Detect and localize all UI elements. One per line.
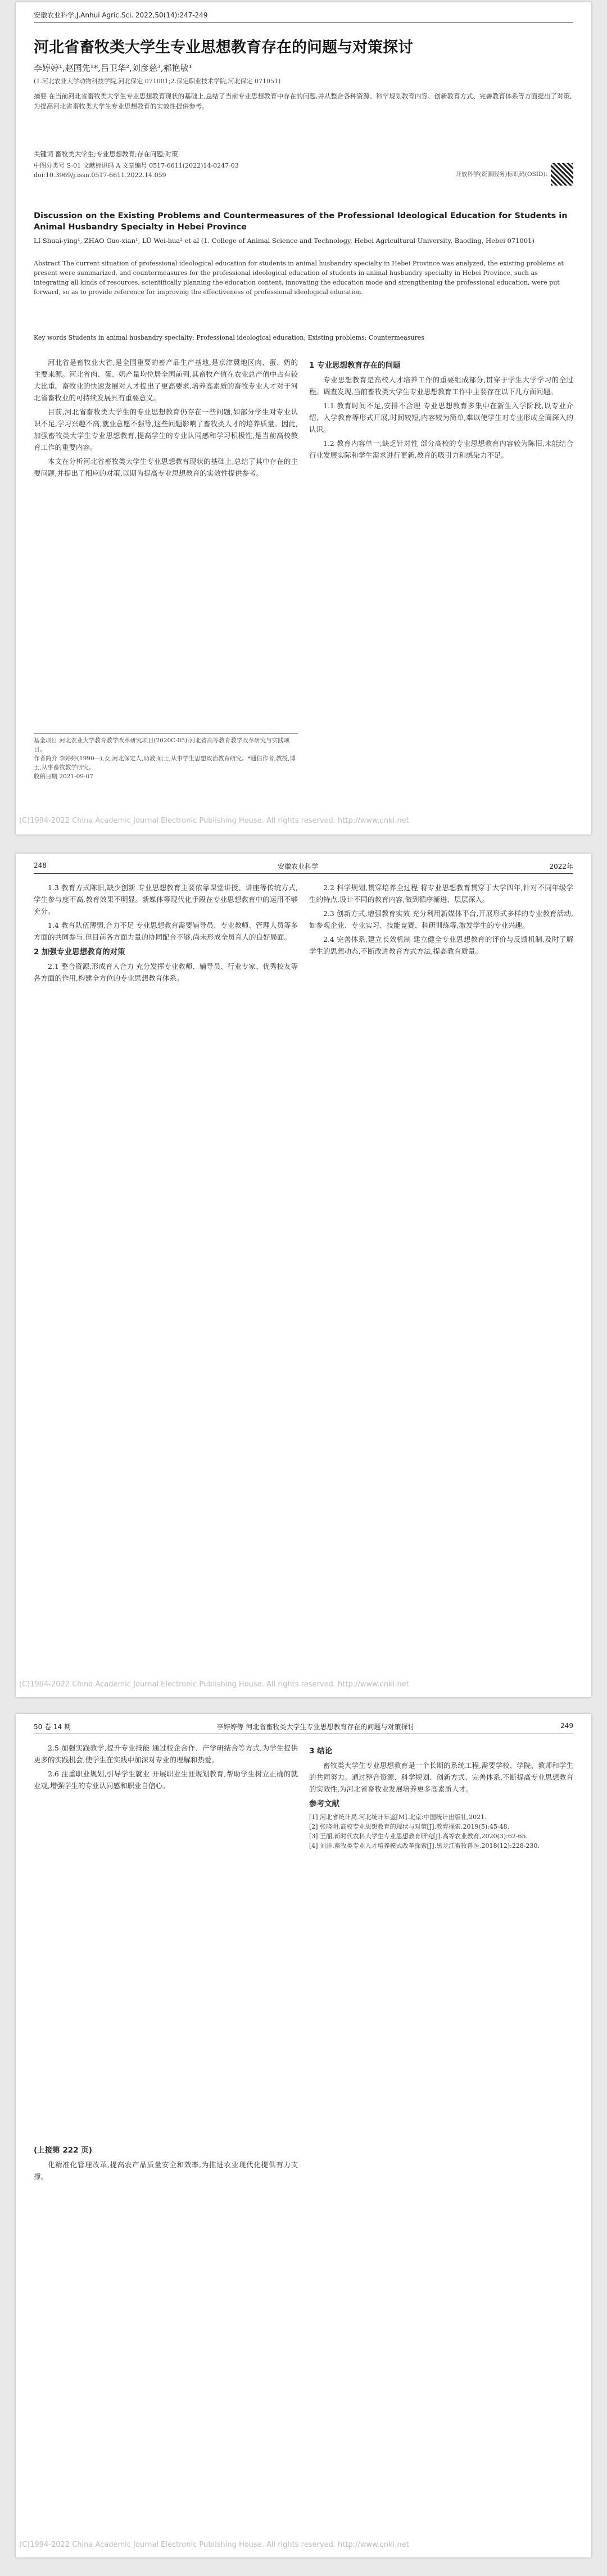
author-list: 李婷婷¹,赵国先¹*,吕卫华²,刘彦慈³,郝艳敏¹ [34, 63, 192, 73]
keywords-cn: 关键词 畜牧类大学生;专业思想教育;存在问题;对策 [34, 150, 178, 158]
running-header [34, 1722, 573, 1734]
oa-label: 开放科学(资源服务)标识码(OSID): [455, 171, 547, 178]
paragraph: 1.2 教育内容单一,缺乏针对性 部分高校的专业思想教育内容较为陈旧,未能结合行业发展实际和学生需求进行更新,教育的吸引力和感染力不足。 [309, 439, 573, 459]
qr-code-icon [551, 163, 573, 186]
oa-identifier [455, 163, 573, 186]
article-page-2 [16, 854, 591, 1697]
section-heading: 2 加强专业思想教育的对策 [34, 948, 125, 957]
body-column-right [309, 882, 573, 959]
paragraph: 1.4 教育队伍薄弱,合力不足 专业思想教育需要辅导员、专业教师、管理人员等多方面的共同参与,但目前各方面力量的协同配合不够,尚未形成全员育人的良好局面。 [34, 921, 298, 941]
reference-list: [1] 河北省统计局.河北统计年鉴[M].北京:中国统计出版社,2021. [2] 张晓明.高校专业思想教育的现状与对策[J].教育探索,2019(5):45-48. [3] 王丽.新时代农科大学生专业思想教育研究[J].高等农业教育,2020(3):62-65. [4] 刘洋.畜牧类专业人才培养模式改革探索[J].黑龙江畜牧兽医,2018(12):228-230. [309, 1813, 540, 1849]
running-header [34, 861, 573, 874]
paragraph: 1.1 教育时间不足,安排不合理 专业思想教育多集中在新生入学阶段,以专业介绍、入学教育等形式开展,时间较短,内容较为简单,难以使学生对专业形成全面深入的认识。 [309, 401, 573, 434]
paragraph: 河北省是畜牧业大省,是全国重要的畜产品生产基地,是京津冀地区肉、蛋、奶的主要来源。河北省肉、蛋、奶产量均位居全国前列,其畜牧产值在农业总产值中占有较大比重。畜牧业的快速发展对人才提出了更高要求,培养高素质的畜牧专业人才对于河北省畜牧业的可持续发展具有重要意义。 [34, 358, 298, 402]
classification-info [34, 161, 239, 180]
abstract-cn: 摘要 在当前河北省畜牧类大学生专业思想教育现状的基础上,总结了当前专业思想教育中存在的问题,并从整合各种资源、科学规划教育内容、创新教育方式、完善教育体系等方面提出了对策,为提高河北省畜牧类大学生专业思想教育的实效性提供参考。 [34, 92, 572, 110]
paragraph: 2.2 科学规划,贯穿培养全过程 将专业思想教育贯穿于大学四年,针对不同年级学生的特点,设计不同的教育内容,做到循序渐进、层层深入。 [309, 883, 573, 904]
page-number: 249 [560, 1722, 573, 1730]
references-heading: 参考文献 [309, 1799, 339, 1808]
footnote: 基金项目 河北农业大学教育教学改革研究项目(2020C-05);河北省高等教育教学改革研究与实践项目。 作者简介 李婷婷(1990—),女,河北保定人,助教,硕士,从事学生思想政治教育研究。*通信作者,教授,博士,从事畜牧教学研究。 收稿日期 2021-09-07 [34, 733, 298, 781]
affiliation: (1.河北农业大学动物科技学院,河北保定 071001;2.保定职业技术学院,河北保定 071051) [34, 78, 281, 85]
paragraph: 畜牧类大学生专业思想教育是一个长期的系统工程,需要学校、学院、教师和学生的共同努力。通过整合资源、科学规划、创新方式、完善体系,不断提高专业思想教育的实效性,为河北省畜牧业发展培养更多高素质人才。 [309, 1761, 573, 1793]
author-list-en: LI Shuai-ying¹, ZHAO Guo-xian¹, LÜ Wei-hua² et al (1. College of Animal Science and Technology, Hebei Agricultural University, Baoding, Hebei 071001) [34, 237, 534, 245]
journal-name: 安徽农业科学 [278, 863, 319, 870]
article-title-en: Discussion on the Existing Problems and Countermeasures of the Professional Ideological Education for Students in Animal Husbandry Specialty in Hebei Province [34, 211, 568, 232]
body-column-right [309, 357, 573, 463]
continued-section [34, 2141, 298, 2185]
year-label: 2022年 [549, 863, 573, 870]
copyright-watermark: (C)1994-2022 China Academic Journal Electronic Publishing House. All rights reserved. http://www.cnki.net [19, 1680, 409, 1689]
doi-line: doi:10.3969/j.issn.0517-6611.2022.14.059 [34, 172, 166, 179]
body-column-left [34, 1742, 298, 1794]
article-title: 河北省畜牧类大学生专业思想教育存在的问题与对策探讨 [34, 39, 413, 56]
paragraph: 2.5 加强实践教学,提升专业技能 通过校企合作、产学研结合等方式,为学生提供更多的实践机会,使学生在实践中加深对专业的理解和热爱。 [34, 1744, 298, 1764]
article-page-1 [16, 2, 591, 834]
abstract-en: Abstract The current situation of professional ideological education for students in animal husbandry specialty in Hebei Province was analyzed, the existing problems at present were summarized, and countermeasures for the professional ideological education of students in animal husbandry specialty in Hebei Province, such as integrating all kinds of resources, scientifically planning the education content, innovating the education mode and strengthening the professional education, were put forward, so as to provide reference for improving the effectiveness of professional ideological education. [34, 260, 564, 296]
body-column-left [34, 357, 298, 481]
keywords-en: Key words Students in animal husbandry specialty; Professional ideological education; Existing problems; Countermeasures [34, 334, 424, 341]
body-column-left [34, 882, 298, 986]
paragraph: 专业思想教育是高校人才培养工作的重要组成部分,贯穿于学生大学学习的全过程。调查发现,当前畜牧类大学生专业思想教育工作中主要存在以下几方面问题。 [309, 376, 573, 396]
continuation-label: (上接第 222 页) [34, 2146, 92, 2155]
paragraph: 2.4 完善体系,建立长效机制 建立健全专业思想教育的评价与反馈机制,及时了解学生的思想动态,不断改进教育方式方法,提高教育质量。 [309, 935, 573, 955]
paragraph: 1.3 教育方式陈旧,缺少创新 专业思想教育主要依靠课堂讲授、讲座等传统方式,学生参与度不高,教育效果不明显。新媒体等现代化手段在专业思想教育中的运用不够充分。 [34, 883, 298, 915]
paragraph: 2.3 创新方式,增强教育实效 充分利用新媒体平台,开展形式多样的专业教育活动,如参观企业、专业实习、技能竞赛、科研训练等,激发学生的专业兴趣。 [309, 909, 573, 930]
section-heading: 3 结论 [309, 1747, 333, 1756]
article-page-3 [16, 1714, 591, 2557]
volume-issue: 50 卷 14 期 [34, 1723, 71, 1731]
body-column-right [309, 1742, 573, 1851]
classification-line: 中图分类号 S-01 文献标识码 A 文章编号 0517-6611(2022)14-0247-03 [34, 162, 239, 169]
section-heading: 1 专业思想教育存在的问题 [309, 361, 401, 370]
journal-citation: 安徽农业科学,J.Anhui Agric.Sci. 2022,50(14):247-249 [34, 11, 208, 19]
running-title: 李婷婷等 河北省畜牧类大学生专业思想教育存在的问题与对策探讨 [216, 1723, 415, 1731]
copyright-watermark: (C)1994-2022 China Academic Journal Electronic Publishing House. All rights reserved. http://www.cnki.net [19, 816, 409, 825]
paragraph: 2.6 注重职业规划,引导学生就业 开展职业生涯规划教育,帮助学生树立正确的就业观,增强学生的专业认同感和职业自信心。 [34, 1770, 298, 1790]
copyright-watermark: (C)1994-2022 China Academic Journal Electronic Publishing House. All rights reserved. http://www.cnki.net [19, 2541, 409, 2549]
paragraph: 2.1 整合资源,形成育人合力 充分发挥专业教师、辅导员、行业专家、优秀校友等各方面的作用,构建全方位的专业思想教育体系。 [34, 962, 298, 982]
page-number: 248 [34, 861, 47, 869]
paragraph: 化精准化管理改革,提高农产品质量安全和效率,为推进农业现代化提供有力支撑。 [34, 2160, 298, 2181]
paragraph: 本文在分析河北省畜牧类大学生专业思想教育现状的基础上,总结了其中存在的主要问题,并提出了相应的对策,以期为提高专业思想教育的实效性提供参考。 [34, 457, 298, 477]
running-header [34, 10, 573, 22]
paragraph: 目前,河北省畜牧类大学生的专业思想教育仍存在一些问题,如部分学生对专业认识不足,学习兴趣不高,就业意愿不强等,这些问题影响了畜牧类人才的培养质量。因此,加强畜牧类大学生专业思想教育,提高学生的专业认同感和学习积极性,是当前高校教育工作的重要内容。 [34, 408, 298, 452]
